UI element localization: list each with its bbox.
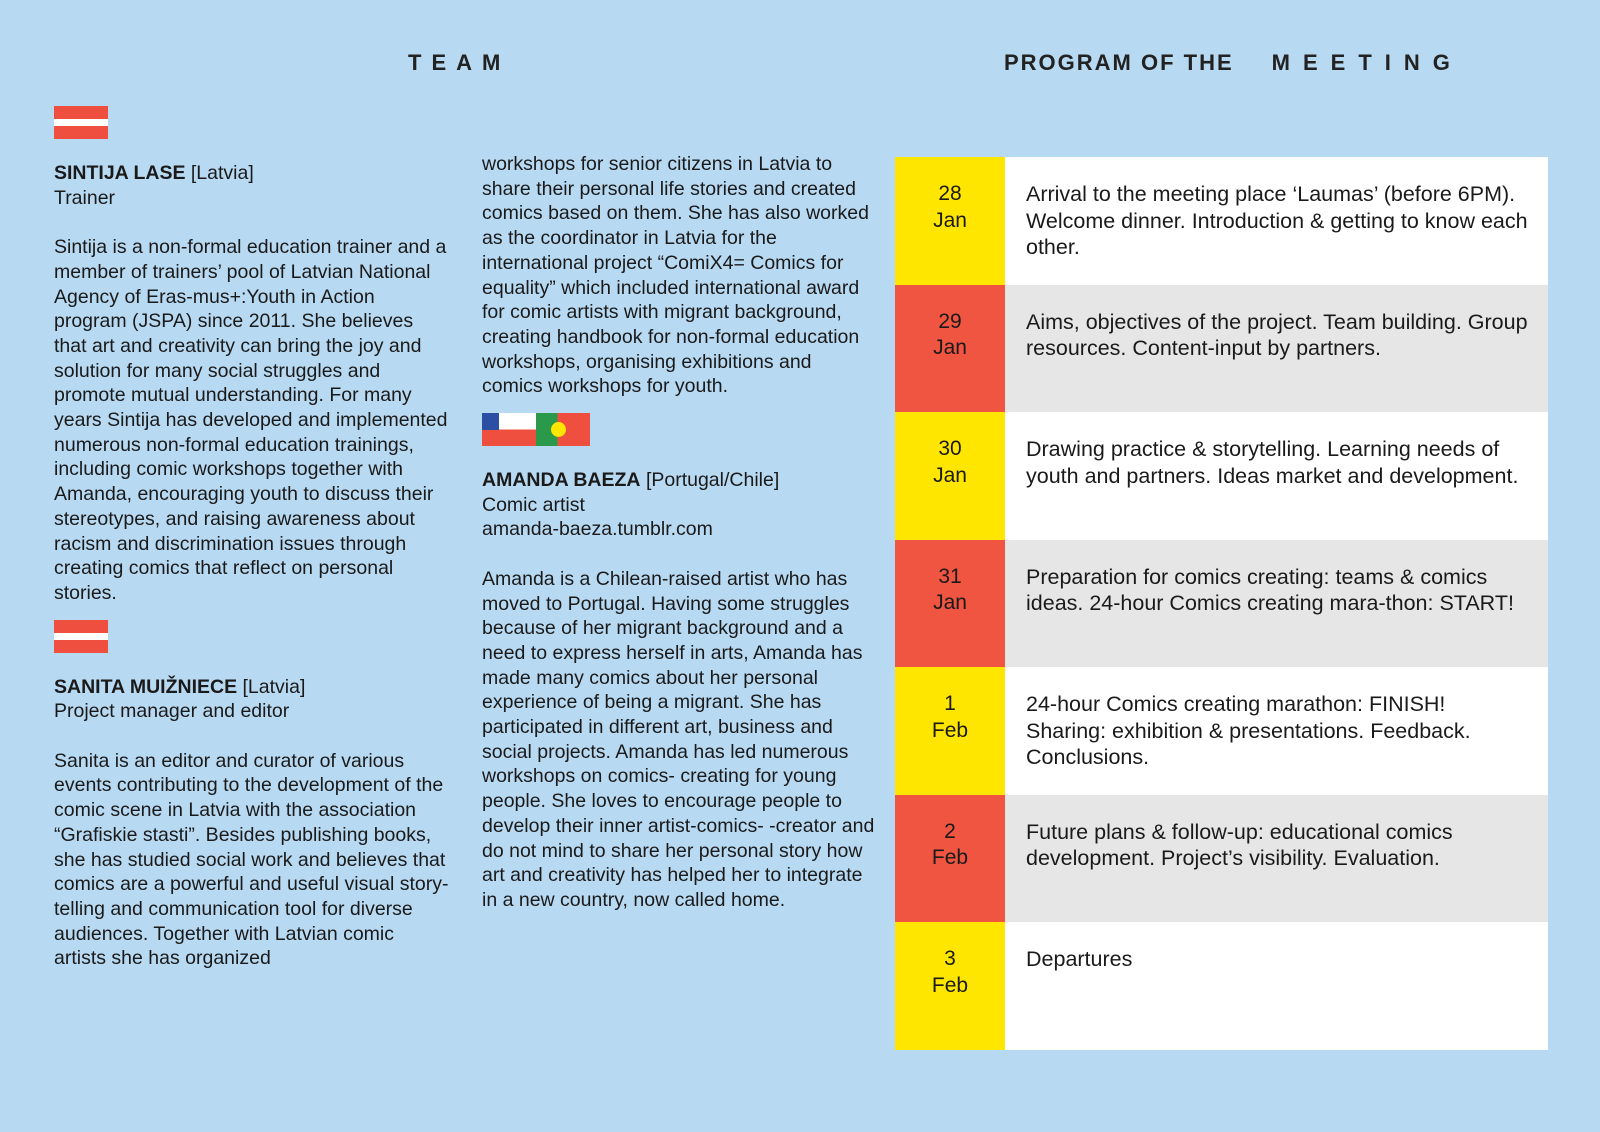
schedule-date: [895, 922, 1005, 1050]
chile-flag-icon: [482, 413, 536, 446]
member-bio: Sintija is a non-formal education trainer and a member of trainers’ pool of Latvian National Agency of Eras-mus+:Youth in Action program (JSPA) since 2011. She believes that art and creativity can bring the joy and solution for many social struggles and promote mutual understanding. For many years Sintija has developed and implemented numerous non-formal education trainings, including comic workshops together with Amanda, encouraging youth to discuss their stereotypes, and raising awareness about racism and discrimination issues through creating comics that reflect on personal stories.: [54, 236, 448, 604]
schedule-row: [895, 540, 1548, 668]
schedule-row: [895, 667, 1548, 795]
schedule-date: [895, 540, 1005, 668]
schedule-month: Feb: [931, 846, 969, 869]
member-country: [Portugal/Chile]: [645, 469, 780, 492]
latvia-flag-icon: [54, 106, 108, 139]
schedule-month: Jan: [933, 208, 967, 232]
member-name: AMANDA BAEZA: [482, 469, 641, 492]
schedule-date: [895, 667, 1005, 795]
schedule-row: [895, 922, 1548, 1050]
team-column-1: [54, 106, 449, 971]
member-role: Trainer: [54, 186, 116, 209]
schedule-month: Jan: [933, 591, 967, 614]
schedule-description: Future plans & follow-up: educational comics development. Project’s visibility. Evaluation.: [1005, 795, 1548, 923]
member-name: SANITA MUIŽNIECE: [54, 675, 238, 698]
schedule-day: 28: [938, 182, 962, 205]
program-heading: [1004, 50, 1463, 76]
schedule-description: 24-hour Comics creating marathon: FINISH! Sharing: exhibition & presentations. Feedback. Conclusions.: [1005, 667, 1548, 795]
member-bio-continued: workshops for senior citizens in Latvia to share their personal life stories and created comics based on them. She has also worked as the coordinator in Latvia for the international project “ComiX4= Comics for equality” which included international award for comic artists with migrant background, creating handbook for non-formal education workshops, organising exhibitions and comics workshops for youth.: [482, 153, 869, 398]
schedule-row: [895, 795, 1548, 923]
portugal-flag-icon: [536, 413, 590, 446]
schedule-row: [895, 157, 1548, 285]
schedule-description: Drawing practice & storytelling. Learning needs of youth and partners. Ideas market and development.: [1005, 412, 1548, 540]
schedule-day: 31: [938, 564, 962, 588]
member-country: [Latvia]: [242, 675, 306, 698]
program-heading-part2: MEETING: [1271, 50, 1463, 75]
schedule-day: 2: [944, 819, 956, 843]
schedule-date: [895, 157, 1005, 285]
schedule-row: [895, 285, 1548, 413]
schedule-description: Preparation for comics creating: teams & comics ideas. 24-hour Comics creating mara-thon: START!: [1005, 540, 1548, 668]
schedule-date: [895, 795, 1005, 923]
schedule-date: [895, 412, 1005, 540]
team-column-2: [482, 152, 877, 913]
schedule-date: [895, 285, 1005, 413]
schedule-day: 29: [938, 309, 962, 333]
chile-portugal-flags-icon: [482, 413, 590, 446]
member-website-link[interactable]: amanda-baeza.tumblr.com: [482, 518, 713, 541]
member-bio: Sanita is an editor and curator of various events contributing to the development of the comic scene in Latvia with the association “Grafiskie stasti”. Besides publishing books, she has studied social work and believes that comics are a powerful and useful visual story-telling and communication tool for diverse audiences. Together with Latvian comic artists she has organized: [54, 749, 449, 970]
schedule-day: 3: [944, 947, 956, 970]
member-role: Project manager and editor: [54, 700, 290, 723]
schedule-row: [895, 412, 1548, 540]
team-heading: TEAM: [408, 50, 511, 75]
member-name: SINTIJA LASE: [54, 162, 186, 184]
schedule-description: Aims, objectives of the project. Team building. Group resources. Content-input by partners.: [1005, 285, 1548, 413]
schedule-description: Departures: [1005, 922, 1548, 1050]
member-role: Comic artist: [482, 493, 585, 516]
schedule-day: 1: [944, 692, 956, 715]
member-country: [Latvia]: [190, 162, 254, 184]
program-schedule: [895, 157, 1548, 1050]
schedule-month: Jan: [933, 336, 967, 359]
schedule-description: Arrival to the meeting place ‘Laumas’ (before 6PM). Welcome dinner. Introduction & getting to know each other.: [1005, 157, 1548, 285]
program-heading-part1: PROGRAM OF THE: [1004, 50, 1234, 75]
latvia-flag-icon: [54, 620, 108, 653]
schedule-day: 30: [938, 437, 962, 460]
schedule-month: Feb: [931, 718, 969, 742]
member-bio: Amanda is a Chilean-raised artist who has moved to Portugal. Having some struggles because of her migrant background and a need to express herself in arts, Amanda has made many comics about her personal experience of being a migrant. She has participated in different art, business and social projects. Amanda has led numerous workshops on comics- creating for young people. She loves to encourage people to develop their inner artist-comics- -creator and do not mind to share her personal story how art and creativity has helped her to integrate in a new country, now called home.: [482, 567, 875, 911]
schedule-month: Jan: [933, 463, 967, 487]
schedule-month: Feb: [931, 973, 969, 997]
